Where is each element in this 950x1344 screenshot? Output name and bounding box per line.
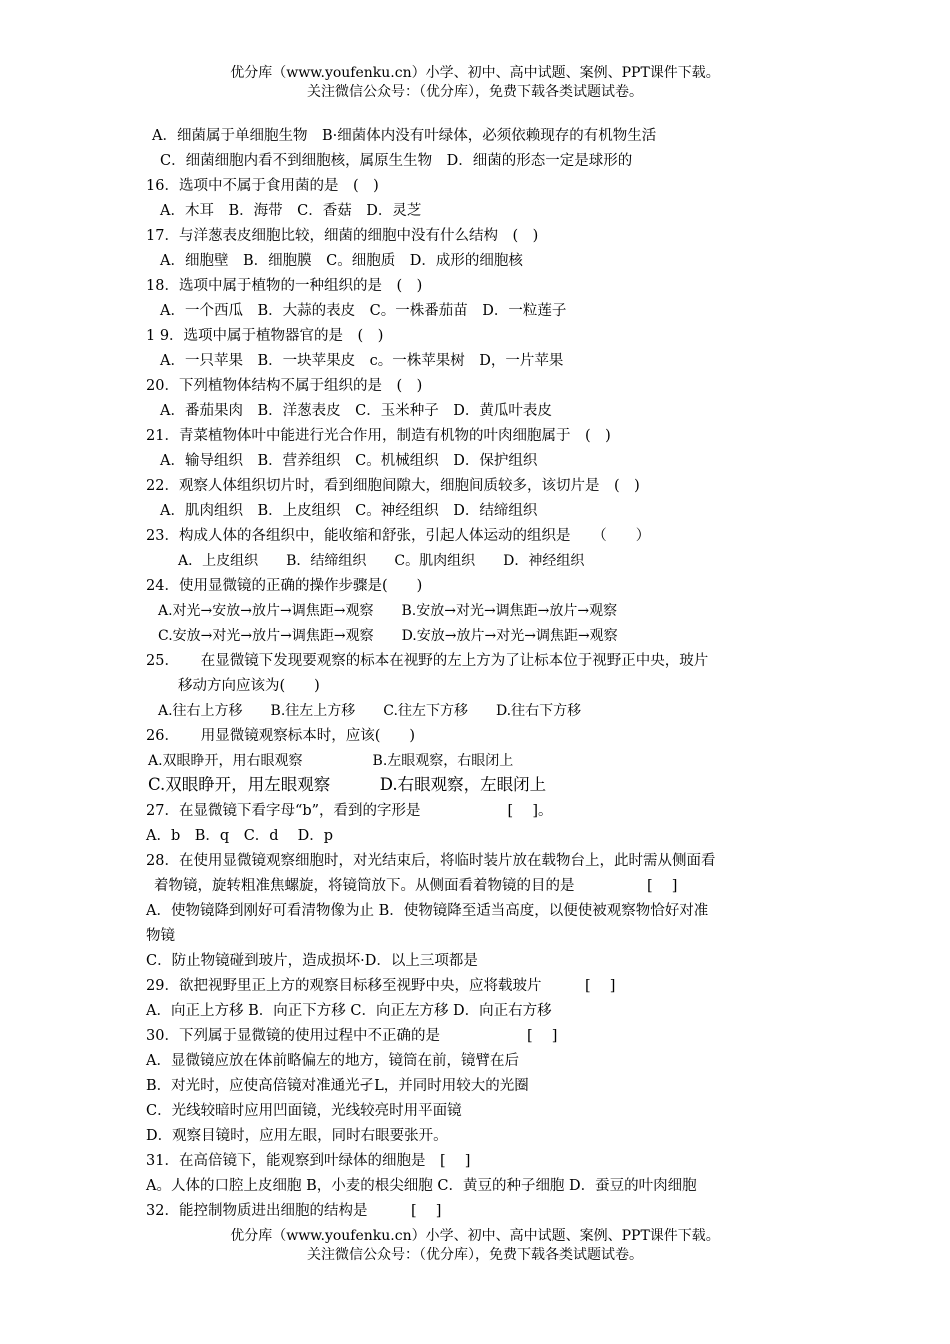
options-22: A．肌肉组织 B．上皮组织 C。神经组织 D．结缔组织 — [160, 503, 538, 519]
options-28a: A．使物镜降到刚好可看清物像为止 B．使物镜降至适当高度，以便使被观察物恰好对准 — [146, 903, 709, 919]
question-21: 21．青菜植物体叶中能进行光合作用，制造有机物的叶肉细胞属于 ( ) — [146, 428, 611, 444]
question-31: 31．在高倍镜下，能观察到叶绿体的细胞是 [ ] — [146, 1153, 471, 1169]
question-32: 32．能控制物质进出细胞的结构是 [ ] — [146, 1203, 442, 1219]
footer-line-1: 优分库（www.youfenku.cn）小学、初中、高中试题、案例、PPT课件下载。 — [230, 1228, 720, 1244]
option-30d: D．观察目镜时，应用左眼，同时右眼要张开。 — [146, 1128, 448, 1144]
question-25: 25． 在显微镜下发现要观察的标本在视野的左上方为了让标本位于视野正中央，玻片 — [146, 653, 709, 669]
options-27: A．b B．q C．d D．p — [146, 828, 334, 844]
question-20: 20．下列植物体结构不属于组织的是 ( ) — [146, 378, 423, 394]
question-25-cont: 移动方向应该为( ) — [178, 678, 320, 694]
options-25: A.往右上方移 B.往左上方移 C.往左下方移 D.往右下方移 — [158, 703, 582, 719]
question-16: 16．选项中不属于食用菌的是 ( ) — [146, 178, 379, 194]
question-18: 18．选项中属于植物的一种组织的是 ( ) — [146, 278, 423, 294]
header-line-2: 关注微信公众号：（优分库），免费下载各类试题试卷。 — [307, 84, 643, 100]
question-22: 22．观察人体组织切片时，看到细胞间隙大，细胞间质较多，该切片是 ( ) — [146, 478, 640, 494]
question-28: 28．在使用显微镜观察细胞时，对光结束后，将临时装片放在载物台上，此时需从侧面看 — [146, 853, 716, 869]
option-line-15a: A．细菌属于单细胞生物 B·细菌体内没有叶绿体，必须依赖现存的有机物生活 — [152, 128, 657, 144]
question-28-cont: 着物镜，旋转粗准焦螺旋，将镜筒放下。从侧面看着物镜的目的是 [ ] — [154, 878, 678, 894]
options-16: A．木耳 B．海带 C．香菇 D．灵芝 — [160, 203, 422, 219]
header-line-1: 优分库（www.youfenku.cn）小学、初中、高中试题、案例、PPT课件下载。 — [230, 65, 720, 81]
question-23: 23．构成人体的各组织中，能收缩和舒张，引起人体运动的组织是 （ ） — [146, 528, 651, 544]
option-line-15b: C．细菌细胞内看不到细胞核，属原生生物 D．细菌的形态一定是球形的 — [160, 153, 633, 169]
options-28a-cont: 物镜 — [146, 928, 175, 944]
options-19: A．一只苹果 B．一块苹果皮 c。一株苹果树 D，一片苹果 — [160, 353, 564, 369]
question-26: 26． 用显微镜观察标本时，应该( ) — [146, 728, 416, 744]
question-17: 17．与洋葱表皮细胞比较，细菌的细胞中没有什么结构 ( ) — [146, 228, 539, 244]
options-20: A．番茄果肉 B．洋葱表皮 C．玉米种子 D．黄瓜叶表皮 — [160, 403, 552, 419]
question-19: 1 9．选项中属于植物器官的是 ( ) — [146, 328, 384, 344]
question-24: 24．使用显微镜的正确的操作步骤是( ) — [146, 578, 423, 594]
options-28b: C．防止物镜碰到玻片，造成损坏·D．以上三项都是 — [146, 953, 478, 969]
question-30: 30．下列属于显微镜的使用过程中不正确的是 [ ] — [146, 1028, 558, 1044]
options-24a: A.对光→安放→放片→调焦距→观察 B.安放→对光→调焦距→放片→观察 — [158, 603, 618, 619]
options-29: A．向正上方移 B．向正下方移 C．向正左方移 D．向正右方移 — [146, 1003, 552, 1019]
options-17: A．细胞壁 B．细胞膜 C。细胞质 D．成形的细胞核 — [160, 253, 523, 269]
page-footer — [0, 1227, 950, 1265]
question-27: 27．在显微镜下看字母“b”，看到的字形是 [ ]。 — [146, 803, 553, 819]
page-header — [0, 64, 950, 102]
options-18: A．一个西瓜 B．大蒜的表皮 C。一株番茄苗 D．一粒莲子 — [160, 303, 567, 319]
option-30a: A．显微镜应放在体前略偏左的地方，镜筒在前，镜臂在后 — [146, 1053, 519, 1069]
footer-line-2: 关注微信公众号：（优分库），免费下载各类试题试卷。 — [307, 1247, 643, 1263]
options-23: A．上皮组织 B．结缔组织 C。肌肉组织 D．神经组织 — [178, 553, 585, 569]
options-24b: C.安放→对光→放片→调焦距→观察 D.安放→放片→对光→调焦距→观察 — [158, 628, 618, 644]
options-26a: A.双眼睁开，用右眼观察 B.左眼观察，右眼闭上 — [148, 753, 514, 769]
options-21: A．输导组织 B．营养组织 C。机械组织 D．保护组织 — [160, 453, 538, 469]
option-30b: B．对光时，应使高倍镜对准通光孑L，并同时用较大的光圈 — [146, 1078, 529, 1094]
options-26b: C.双眼睁开，用左眼观察 D.右眼观察，左眼闭上 — [148, 775, 547, 794]
options-31: A。人体的口腔上皮细胞 B，小麦的根尖细胞 C．黄豆的种子细胞 D．蚕豆的叶肉细胞 — [146, 1178, 697, 1194]
question-29: 29．欲把视野里正上方的观察目标移至视野中央，应将载玻片 [ ] — [146, 978, 616, 994]
option-30c: C．光线较暗时应用凹面镜，光线较亮时用平面镜 — [146, 1103, 462, 1119]
